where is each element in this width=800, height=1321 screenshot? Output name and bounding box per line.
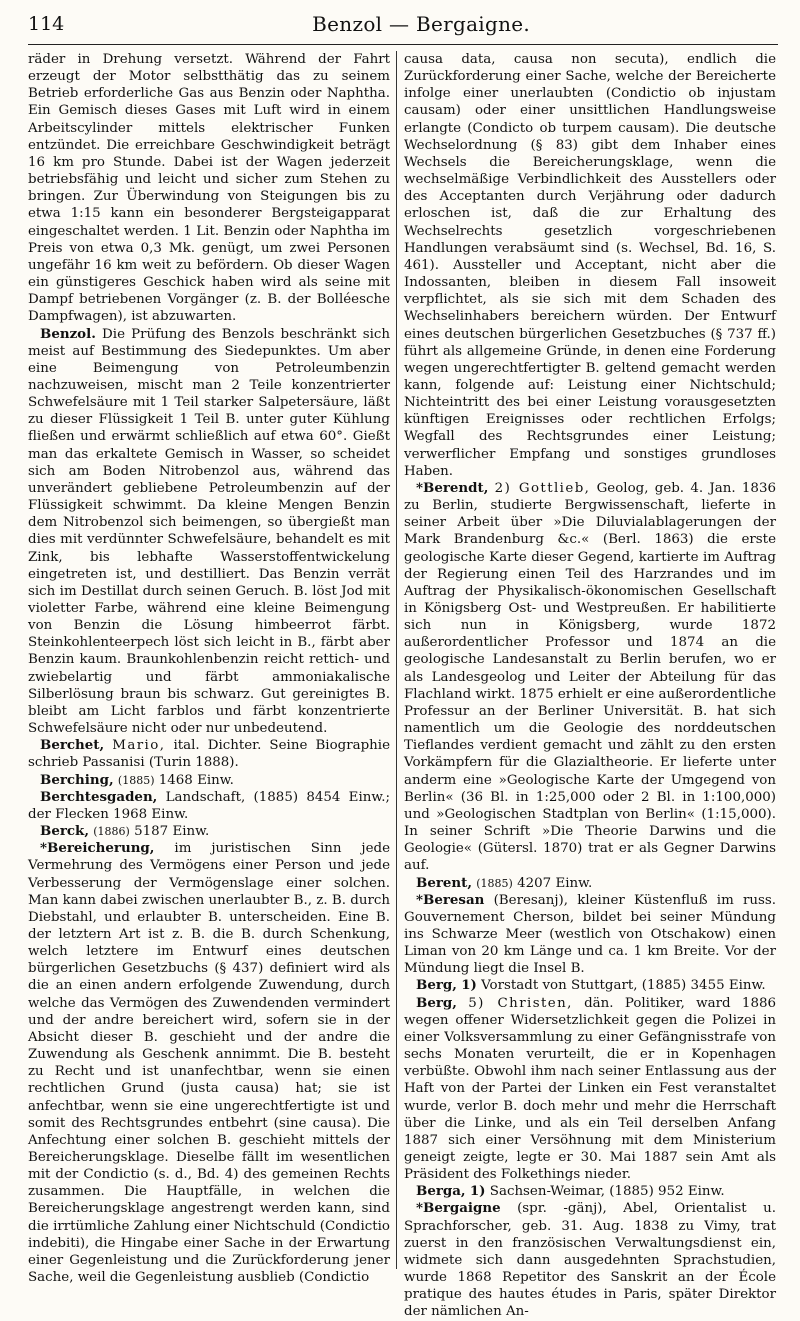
entry-body: 5187 Einw. xyxy=(134,824,210,840)
entry-berga xyxy=(404,1183,776,1200)
entry-headword: *Berendt, xyxy=(416,479,489,496)
entry-label: (spr. -gänj), Abel, xyxy=(517,1201,658,1217)
entry-label: (1885) xyxy=(476,876,513,890)
running-title: Benzol — Bergaigne. xyxy=(312,12,531,36)
entry-bergaigne xyxy=(404,1200,776,1320)
entry-headword: Berchet, xyxy=(40,737,105,754)
entry-headword: Berck, xyxy=(40,823,89,840)
entry-headword: *Bergaigne xyxy=(416,1200,501,1217)
entry-body: ital. Dichter. Seine Biographie schrieb Passanisi (Turin 1888). xyxy=(28,738,390,771)
entry-label: (1886) xyxy=(93,825,130,839)
entry-label: 2) Gottlieb, xyxy=(494,480,591,496)
entry-label: 5) Christen, xyxy=(468,995,573,1011)
entry-body: räder in Drehung versetzt. Während der Fahrt erzeugt der Motor selbstthätig das zu seinem Betrieb erforderliche Gas aus Benzin oder Naphtha. Ein Gemisch dieses Gases mit Luft wird in einem Arbeitscylinder mittels elektrischer Funken entzündet. Die erreichbare Geschwindigkeit beträgt 16 km pro Stunde. Dabei ist der Wagen jederzeit betriebsfähig und leicht und sicher zum Stehen zu bringen. Zur Überwindung von Steigungen bis zu etwa 1:15 kann ein besonderer Bergsteigapparat eingeschaltet werden. 1 Lit. Benzin oder Naphtha im Preis von etwa 0,3 Mk. genügt, um zwei Personen ungefähr 16 km weit zu befördern. Ob dieser Wagen ein günstigeres Geschick haben wird als seine mit Dampf betriebenen Vorgänger (z. B. der Bolléesche Dampfwagen), ist abzuwarten. xyxy=(28,52,390,325)
entry-body: 4207 Einw. xyxy=(517,875,593,891)
entry-label: 1) xyxy=(469,1183,486,1200)
entry-berck xyxy=(28,823,390,840)
entry-label: (1885) xyxy=(117,773,155,787)
entry-body: dän. Politiker, ward 1886 wegen offener Widersetzlichkeit gegen die Polizei in einer Volksversammlung zu einer Gefängnisstrafe von sechs Monaten verurteilt, die er in Kopenhagen verbüßte. Obwohl ihm nach seiner Entlassung aus der Haft von der Partei der Linken ein Fest veranstaltet wurde, verlor B. doch mehr und mehr die Herrschaft über die Linke, und als ein Teil derselben Anfang 1887 sich einer Versöhnung mit dem Ministerium geneigt zeigte, legte er 30. Mai 1887 sein Amt als Präsident des Folkethings nieder. xyxy=(404,995,777,1183)
entry-berchtesgaden xyxy=(28,789,390,823)
entry-body: causa data, causa non secuta), endlich die Zurückforderung einer Sache, welche der Bereicherte infolge einer unerlaubten (Condictio ob injustam causam) oder einer unsittlichen Handlungsweise erlangte (Condicto ob turpem causam). Die deutsche Wechselordnung (§ 83) gibt dem Inhaber eines Wechsels die Bereicherungsklage, wenn die wechselmäßige Verbindlichkeit des Ausstellers oder des Acceptanten durch Verjährung oder dadurch erloschen ist, daß die zur Erhaltung des Wechselrechts gesetzlich vorgeschriebenen Handlungen verabsäumt sind (s. Wechsel, Bd. 16, S. 461). Aussteller und Acceptant, nicht aber die Indossanten, bleiben in diesem Fall insoweit verpflichtet, als sie sich mit dem Schaden des Wechselinhabers bereichern würden. Der Entwurf eines deutschen bürgerlichen Gesetzbuches (§ 737 ff.) führt als allgemeine Gründe, in denen eine Forderung wegen ungerechtfertigter B. geltend gemacht werden kann, folgende auf: Leistung einer Nichtschuld; Nichteintritt des bei einer Leistung vorausgesetzten künftigen Ereignisses oder rechtlichen Erfolgs; Wegfall des Rechtsgrundes einer Leistung; verwerflicher Empfang und sonstiges grundloses Haben. xyxy=(404,52,776,479)
entry-body: Geolog, geb. 4. Jan. 1836 zu Berlin, studierte Bergwissenschaft, lieferte in seiner Arbeit über »Die Diluvialablagerungen der Mark Brandenburg &c.« (Berl. 1863) die erste geologische Karte dieser Gegend, kartierte im Auftrag der Regierung einen Teil des Harzrandes und im Auftrag der Physikalisch-ökonomischen Gesellschaft in Königsberg Ost- und Westpreußen. Er habilitierte sich nun in Königsberg, wurde 1872 außerordentlicher Professor und 1874 an die geologische Landesanstalt zu Berlin berufen, wo er als Landesgeolog und Leiter der Abteilung für das Flachland wirkt. 1875 erhielt er eine außerordentliche Professur an der Berliner Universität. B. hat sich namentlich um die Geologie des norddeutschen Tieflandes verdient gemacht und zählt zu den ersten Vorkämpfern für die Glazialtheorie. Er lieferte unter anderm eine »Geologische Karte der Umgegend von Berlin« (36 Bl. in 1:25,000 oder 2 Bl. in 1:100,000) und »Geologischen Stadtplan von Berlin« (1:15,000). In seiner Schrift »Die Theorie Darwins und die Geologie« (Gütersl. 1870) trat er als Gegner Darwins auf. xyxy=(404,480,777,874)
entry-berg-1 xyxy=(404,977,776,994)
entry-headword: Berchtesgaden, xyxy=(40,788,158,805)
entry-body: Orientalist u. Sprachforscher, geb. 31. Aug. 1838 zu Vimy, trat zuerst in den französischen Verwaltungsdienst ein, widmete sich dann ausgedehnten Sprachstudien, wurde 1868 Repetitor des Sanskrit an der École pratique des hautes études in Paris, später Direktor der nämlichen An- xyxy=(404,1201,776,1320)
entry-headword: Berg, xyxy=(416,977,457,994)
right-column xyxy=(404,51,777,1320)
entry-headword: Berg, xyxy=(416,994,457,1011)
header-rule xyxy=(28,44,778,45)
entry-beresan xyxy=(404,892,776,978)
entry-bereicherung xyxy=(28,840,390,1286)
entry-body: Die Prüfung des Benzols beschränkt sich meist auf Bestimmung des Siedepunktes. Um aber eine Beimengung von Petroleumbenzin nachzuweisen, mischt man 2 Teile konzentrierter Schwefelsäure mit 1 Teil starker Salpetersäure, läßt zu dieser Flüssigkeit 1 Teil B. unter guter Kühlung fließen und erwärmt schließlich auf etwa 60°. Gießt man das erkaltete Gemisch in Wasser, so scheidet sich am Boden Nitrobenzol aus, während das unverändert gebliebene Petroleumbenzin auf der Flüssigkeit schwimmt. Da kleine Mengen Benzin dem Nitrobenzol sich beimengen, so übergießt man dies mit verdünnter Schwefelsäure, behandelt es mit Zink, bis lebhafte Wasserstoffentwickelung eingetreten ist, und destilliert. Das Benzin verrät sich im Destillat durch seinen Geruch. B. löst Jod mit violetter Farbe, während eine kleine Beimengung von Benzin die Lösung himbeerrot färbt. Steinkohlenteerpech löst sich leicht in B., färbt aber Benzin kaum. Braunkohlenbenzin reicht rettich- und zwiebelartig und färbt ammoniakalische Silberlösung braun bis schwarz. Gut gereinigtes B. bleibt am Licht farblos und färbt konzentrierte Schwefelsäure nicht oder nur unbedeutend. xyxy=(28,326,390,737)
entry-continuation xyxy=(404,51,776,480)
page-number: 114 xyxy=(28,13,65,35)
entry-body: Sachsen-Weimar, (1885) 952 Einw. xyxy=(489,1184,725,1200)
entry-berendt xyxy=(404,480,776,875)
left-column xyxy=(28,51,390,1286)
entry-body: im juristischen Sinn jede Vermehrung des Vermögens einer Person und jede Verbesserung der Vermögenslage einer solchen. Man kann dabei zwischen unerlaubter B., z. B. durch Diebstahl, und erlaubter B. unterscheiden. Eine B. der letztern Art ist z. B. die B. durch Schenkung, welch letztere im Entwurf eines deutschen bürgerlichen Gesetzbuchs (§ 437) definiert wird als die an einen andern erfolgende Zuwendung, durch welche das Vermögen des Zuwendenden vermindert und der andre bereichert wird, sofern sie in der Absicht dieser B. geschieht und der andre die Zuwendung als Geschenk annimmt. Die B. besteht zu Recht und ist unanfechtbar, wenn sie einen rechtlichen Grund (justa causa) hat; sie ist anfechtbar, wenn sie eine ungerechtfertigte ist und somit des Rechtsgrundes entbehrt (sine causa). Die Anfechtung einer solchen B. geschieht mittels der Bereicherungsklage. Dieselbe fällt im wesentlichen mit der Condictio (s. d., Bd. 4) des gemeinen Rechts zusammen. Die Hauptfälle, in welchen die Bereicherungsklage angestrengt werden kann, sind die irrtümliche Zahlung einer Nichtschuld (Condictio indebiti), die Hingabe einer Sache in der Erwartung einer Gegenleistung und die Zurückforderung jener Sache, weil die Gegenleistung ausblieb (Condictio xyxy=(28,841,390,1286)
entry-body: Landschaft, (1885) 8454 Einw.; der Flecken 1968 Einw. xyxy=(28,789,390,822)
entry-berent xyxy=(404,875,776,892)
entry-body: Vorstadt von Stuttgart, (1885) 3455 Einw. xyxy=(481,978,766,994)
entry-berchet xyxy=(28,737,390,771)
entry-headword: Berching, xyxy=(40,771,114,788)
column-divider xyxy=(396,51,397,1269)
entry-body: 1468 Einw. xyxy=(158,772,234,788)
entry-berg-5 xyxy=(404,995,776,1184)
entry-label: 1) xyxy=(461,977,477,994)
entry-headword: Berga, xyxy=(416,1183,466,1200)
entry-label: Mario, xyxy=(112,738,166,754)
entry-headword: Berent, xyxy=(416,874,472,891)
entry-headword: *Beresan xyxy=(416,891,485,908)
page-header xyxy=(28,6,778,42)
entry-headword: *Bereicherung, xyxy=(40,840,155,857)
entry-headword: Benzol. xyxy=(40,325,96,342)
entry-berching xyxy=(28,772,390,789)
entry-continuation xyxy=(28,51,390,326)
entry-body: kleiner Küstenfluß im russ. Gouvernement Cherson, bildet bei seiner Mündung ins Schwarze Meer (westlich von Otschakow) einen Liman von 20 km Länge und ca. 1 km Breite. Vor der Mündung liegt die Insel B. xyxy=(404,892,776,977)
entry-label: (Beresanj), xyxy=(493,892,569,908)
entry-benzol xyxy=(28,326,390,738)
